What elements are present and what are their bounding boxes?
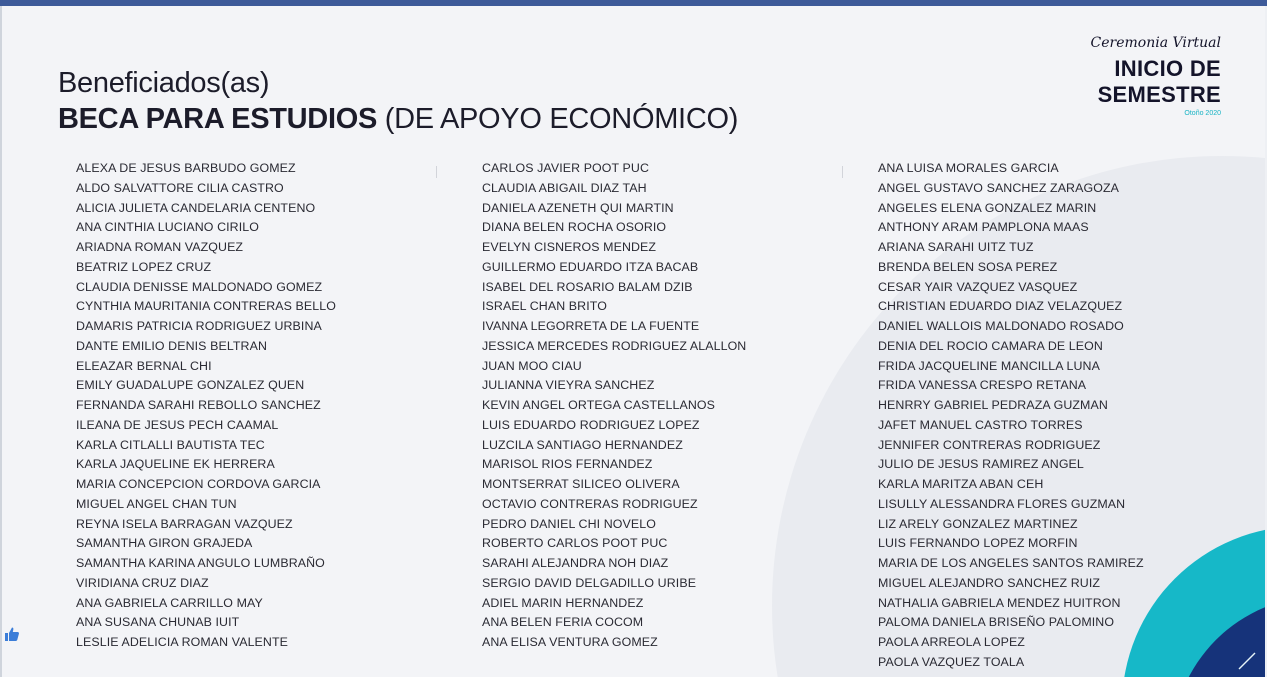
- beneficiary-name: ANA GABRIELA CARRILLO MAY: [76, 595, 263, 610]
- beneficiary-name: LISULLY ALESSANDRA FLORES GUZMAN: [878, 496, 1126, 511]
- column-divider: [436, 166, 437, 178]
- beneficiary-name: DAMARIS PATRICIA RODRIGUEZ URBINA: [76, 319, 322, 333]
- beneficiary-name: JESSICA MERCEDES RODRIGUEZ ALALLON: [482, 338, 747, 353]
- column-divider: [842, 166, 843, 178]
- beneficiary-name: ELEAZAR BERNAL CHI: [76, 358, 212, 373]
- beneficiary-name: LUIS EDUARDO RODRIGUEZ LOPEZ: [482, 417, 700, 432]
- beneficiary-name: ALICIA JULIETA CANDELARIA CENTENO: [76, 200, 316, 215]
- beneficiary-name: BEATRIZ LOPEZ CRUZ: [76, 259, 212, 274]
- beneficiary-name: PEDRO DANIEL CHI NOVELO: [482, 516, 656, 531]
- beneficiary-name: LESLIE ADELICIA ROMAN VALENTE: [76, 635, 289, 649]
- beneficiary-name: NATHALIA GABRIELA MENDEZ HUITRON: [878, 595, 1121, 610]
- event-logo-line1: INICIO DE: [1114, 56, 1221, 81]
- beneficiary-name: ROBERTO CARLOS POOT PUC: [482, 536, 668, 551]
- beneficiary-name: PAOLA ARREOLA LOPEZ: [878, 635, 1025, 649]
- beneficiary-name: MARIA CONCEPCION CORDOVA GARCIA: [76, 477, 321, 491]
- beneficiary-name: ALEXA DE JESUS BARBUDO GOMEZ: [76, 161, 296, 175]
- beneficiary-name: PAOLA VAZQUEZ TOALA: [878, 654, 1025, 669]
- beneficiary-name: MARISOL RIOS FERNANDEZ: [482, 457, 653, 472]
- beneficiary-name: MIGUEL ALEJANDRO SANCHEZ RUIZ: [878, 575, 1101, 590]
- corner-control-icon: [1237, 651, 1257, 671]
- beneficiary-name: FRIDA JACQUELINE MANCILLA LUNA: [878, 358, 1100, 373]
- beneficiary-name: LUIS FERNANDO LOPEZ MORFIN: [878, 536, 1078, 551]
- beneficiary-name: ADIEL MARIN HERNANDEZ: [482, 595, 644, 610]
- beneficiary-name: CLAUDIA ABIGAIL DIAZ TAH: [482, 180, 647, 195]
- beneficiary-name: JULIO DE JESUS RAMIREZ ANGEL: [878, 457, 1084, 472]
- beneficiary-name: ANA LUISA MORALES GARCIA: [878, 161, 1059, 175]
- beneficiary-name: CHRISTIAN EDUARDO DIAZ VELAZQUEZ: [878, 299, 1123, 314]
- beneficiary-name: CYNTHIA MAURITANIA CONTRERAS BELLO: [76, 299, 336, 314]
- beneficiary-name: REYNA ISELA BARRAGAN VAZQUEZ: [76, 516, 293, 531]
- beneficiary-name: DANIELA AZENETH QUI MARTIN: [482, 200, 674, 215]
- beneficiary-name: ANA SUSANA CHUNAB IUIT: [76, 615, 240, 630]
- beneficiary-name: ALDO SALVATTORE CILIA CASTRO: [76, 180, 284, 195]
- beneficiary-name: VIRIDIANA CRUZ DIAZ: [76, 575, 209, 590]
- beneficiary-name: DANIEL WALLOIS MALDONADO ROSADO: [878, 319, 1124, 333]
- beneficiary-name: DENIA DEL ROCIO CAMARA DE LEON: [878, 338, 1103, 353]
- beneficiary-name: ANA CINTHIA LUCIANO CIRILO: [76, 220, 259, 235]
- beneficiary-name: JUAN MOO CIAU: [482, 358, 582, 373]
- beneficiary-name: MARIA DE LOS ANGELES SANTOS RAMIREZ: [878, 556, 1144, 570]
- beneficiary-name: EVELYN CISNEROS MENDEZ: [482, 240, 657, 254]
- names-column-2: [482, 159, 746, 653]
- beneficiary-name: SAMANTHA KARINA ANGULO LUMBRAÑO: [76, 556, 325, 570]
- event-logo-script: Ceremonia Virtual: [1090, 35, 1221, 51]
- beneficiary-name: DIANA BELEN ROCHA OSORIO: [482, 220, 667, 235]
- beneficiary-name: KEVIN ANGEL ORTEGA CASTELLANOS: [482, 398, 715, 412]
- beneficiary-name: JAFET MANUEL CASTRO TORRES: [878, 417, 1083, 432]
- thumbs-up-icon[interactable]: [4, 626, 20, 642]
- beneficiary-name: KARLA CITLALLI BAUTISTA TEC: [76, 437, 265, 452]
- slide-subtitle: Beneficiados(as): [58, 67, 270, 99]
- beneficiary-name: EMILY GUADALUPE GONZALEZ QUEN: [76, 378, 305, 393]
- beneficiary-name: BRENDA BELEN SOSA PEREZ: [878, 259, 1058, 274]
- slide-title: [58, 102, 738, 136]
- slide-heading: [58, 66, 738, 136]
- beneficiary-name: ANA BELEN FERIA COCOM: [482, 615, 644, 630]
- beneficiary-name: OCTAVIO CONTRERAS RODRIGUEZ: [482, 496, 698, 511]
- beneficiary-name: ILEANA DE JESUS PECH CAAMAL: [76, 417, 279, 432]
- beneficiary-name: FERNANDA SARAHI REBOLLO SANCHEZ: [76, 398, 321, 412]
- beneficiary-name: JENNIFER CONTRERAS RODRIGUEZ: [878, 437, 1101, 452]
- names-column-1: [76, 159, 336, 653]
- beneficiary-name: ANTHONY ARAM PAMPLONA MAAS: [878, 220, 1089, 235]
- beneficiary-name: MONTSERRAT SILICEO OLIVERA: [482, 477, 680, 491]
- beneficiary-name: CLAUDIA DENISSE MALDONADO GOMEZ: [76, 279, 323, 294]
- slide-title-bold: BECA PARA ESTUDIOS: [58, 103, 377, 135]
- beneficiary-name: IVANNA LEGORRETA DE LA FUENTE: [482, 319, 700, 333]
- slide-title-rest: (DE APOYO ECONÓMICO): [377, 103, 739, 135]
- beneficiary-name: SARAHI ALEJANDRA NOH DIAZ: [482, 556, 669, 570]
- beneficiary-name: CESAR YAIR VAZQUEZ VASQUEZ: [878, 279, 1078, 294]
- beneficiary-name: ANA ELISA VENTURA GOMEZ: [482, 635, 658, 649]
- beneficiary-name: ISABEL DEL ROSARIO BALAM DZIB: [482, 279, 693, 294]
- event-logo-season: Otoño 2020: [1184, 110, 1221, 117]
- beneficiary-name: KARLA JAQUELINE EK HERRERA: [76, 457, 275, 472]
- beneficiary-name: JULIANNA VIEYRA SANCHEZ: [482, 378, 655, 393]
- beneficiary-name: SERGIO DAVID DELGADILLO URIBE: [482, 575, 697, 590]
- beneficiary-name: MIGUEL ANGEL CHAN TUN: [76, 496, 237, 511]
- names-column-3: [878, 159, 1144, 673]
- beneficiary-name: PALOMA DANIELA BRISEÑO PALOMINO: [878, 615, 1115, 630]
- beneficiary-name: LUZCILA SANTIAGO HERNANDEZ: [482, 437, 683, 452]
- beneficiary-name: CARLOS JAVIER POOT PUC: [482, 161, 649, 175]
- beneficiary-name: GUILLERMO EDUARDO ITZA BACAB: [482, 259, 699, 274]
- beneficiary-name: ARIADNA ROMAN VAZQUEZ: [76, 240, 244, 254]
- event-logo: [1091, 34, 1221, 118]
- beneficiary-name: ANGELES ELENA GONZALEZ MARIN: [878, 200, 1097, 215]
- presentation-slide: [2, 6, 1265, 677]
- beneficiary-name: FRIDA VANESSA CRESPO RETANA: [878, 378, 1087, 393]
- beneficiary-name: DANTE EMILIO DENIS BELTRAN: [76, 338, 268, 353]
- beneficiary-name: KARLA MARITZA ABAN CEH: [878, 477, 1044, 491]
- event-logo-line2: SEMESTRE: [1097, 82, 1221, 107]
- beneficiary-name: ARIANA SARAHI UITZ TUZ: [878, 240, 1034, 254]
- beneficiary-name: ANGEL GUSTAVO SANCHEZ ZARAGOZA: [878, 180, 1119, 195]
- beneficiary-name: SAMANTHA GIRON GRAJEDA: [76, 536, 253, 551]
- beneficiary-name: LIZ ARELY GONZALEZ MARTINEZ: [878, 516, 1078, 531]
- beneficiary-name: ISRAEL CHAN BRITO: [482, 299, 607, 314]
- beneficiary-name: HENRRY GABRIEL PEDRAZA GUZMAN: [878, 398, 1108, 412]
